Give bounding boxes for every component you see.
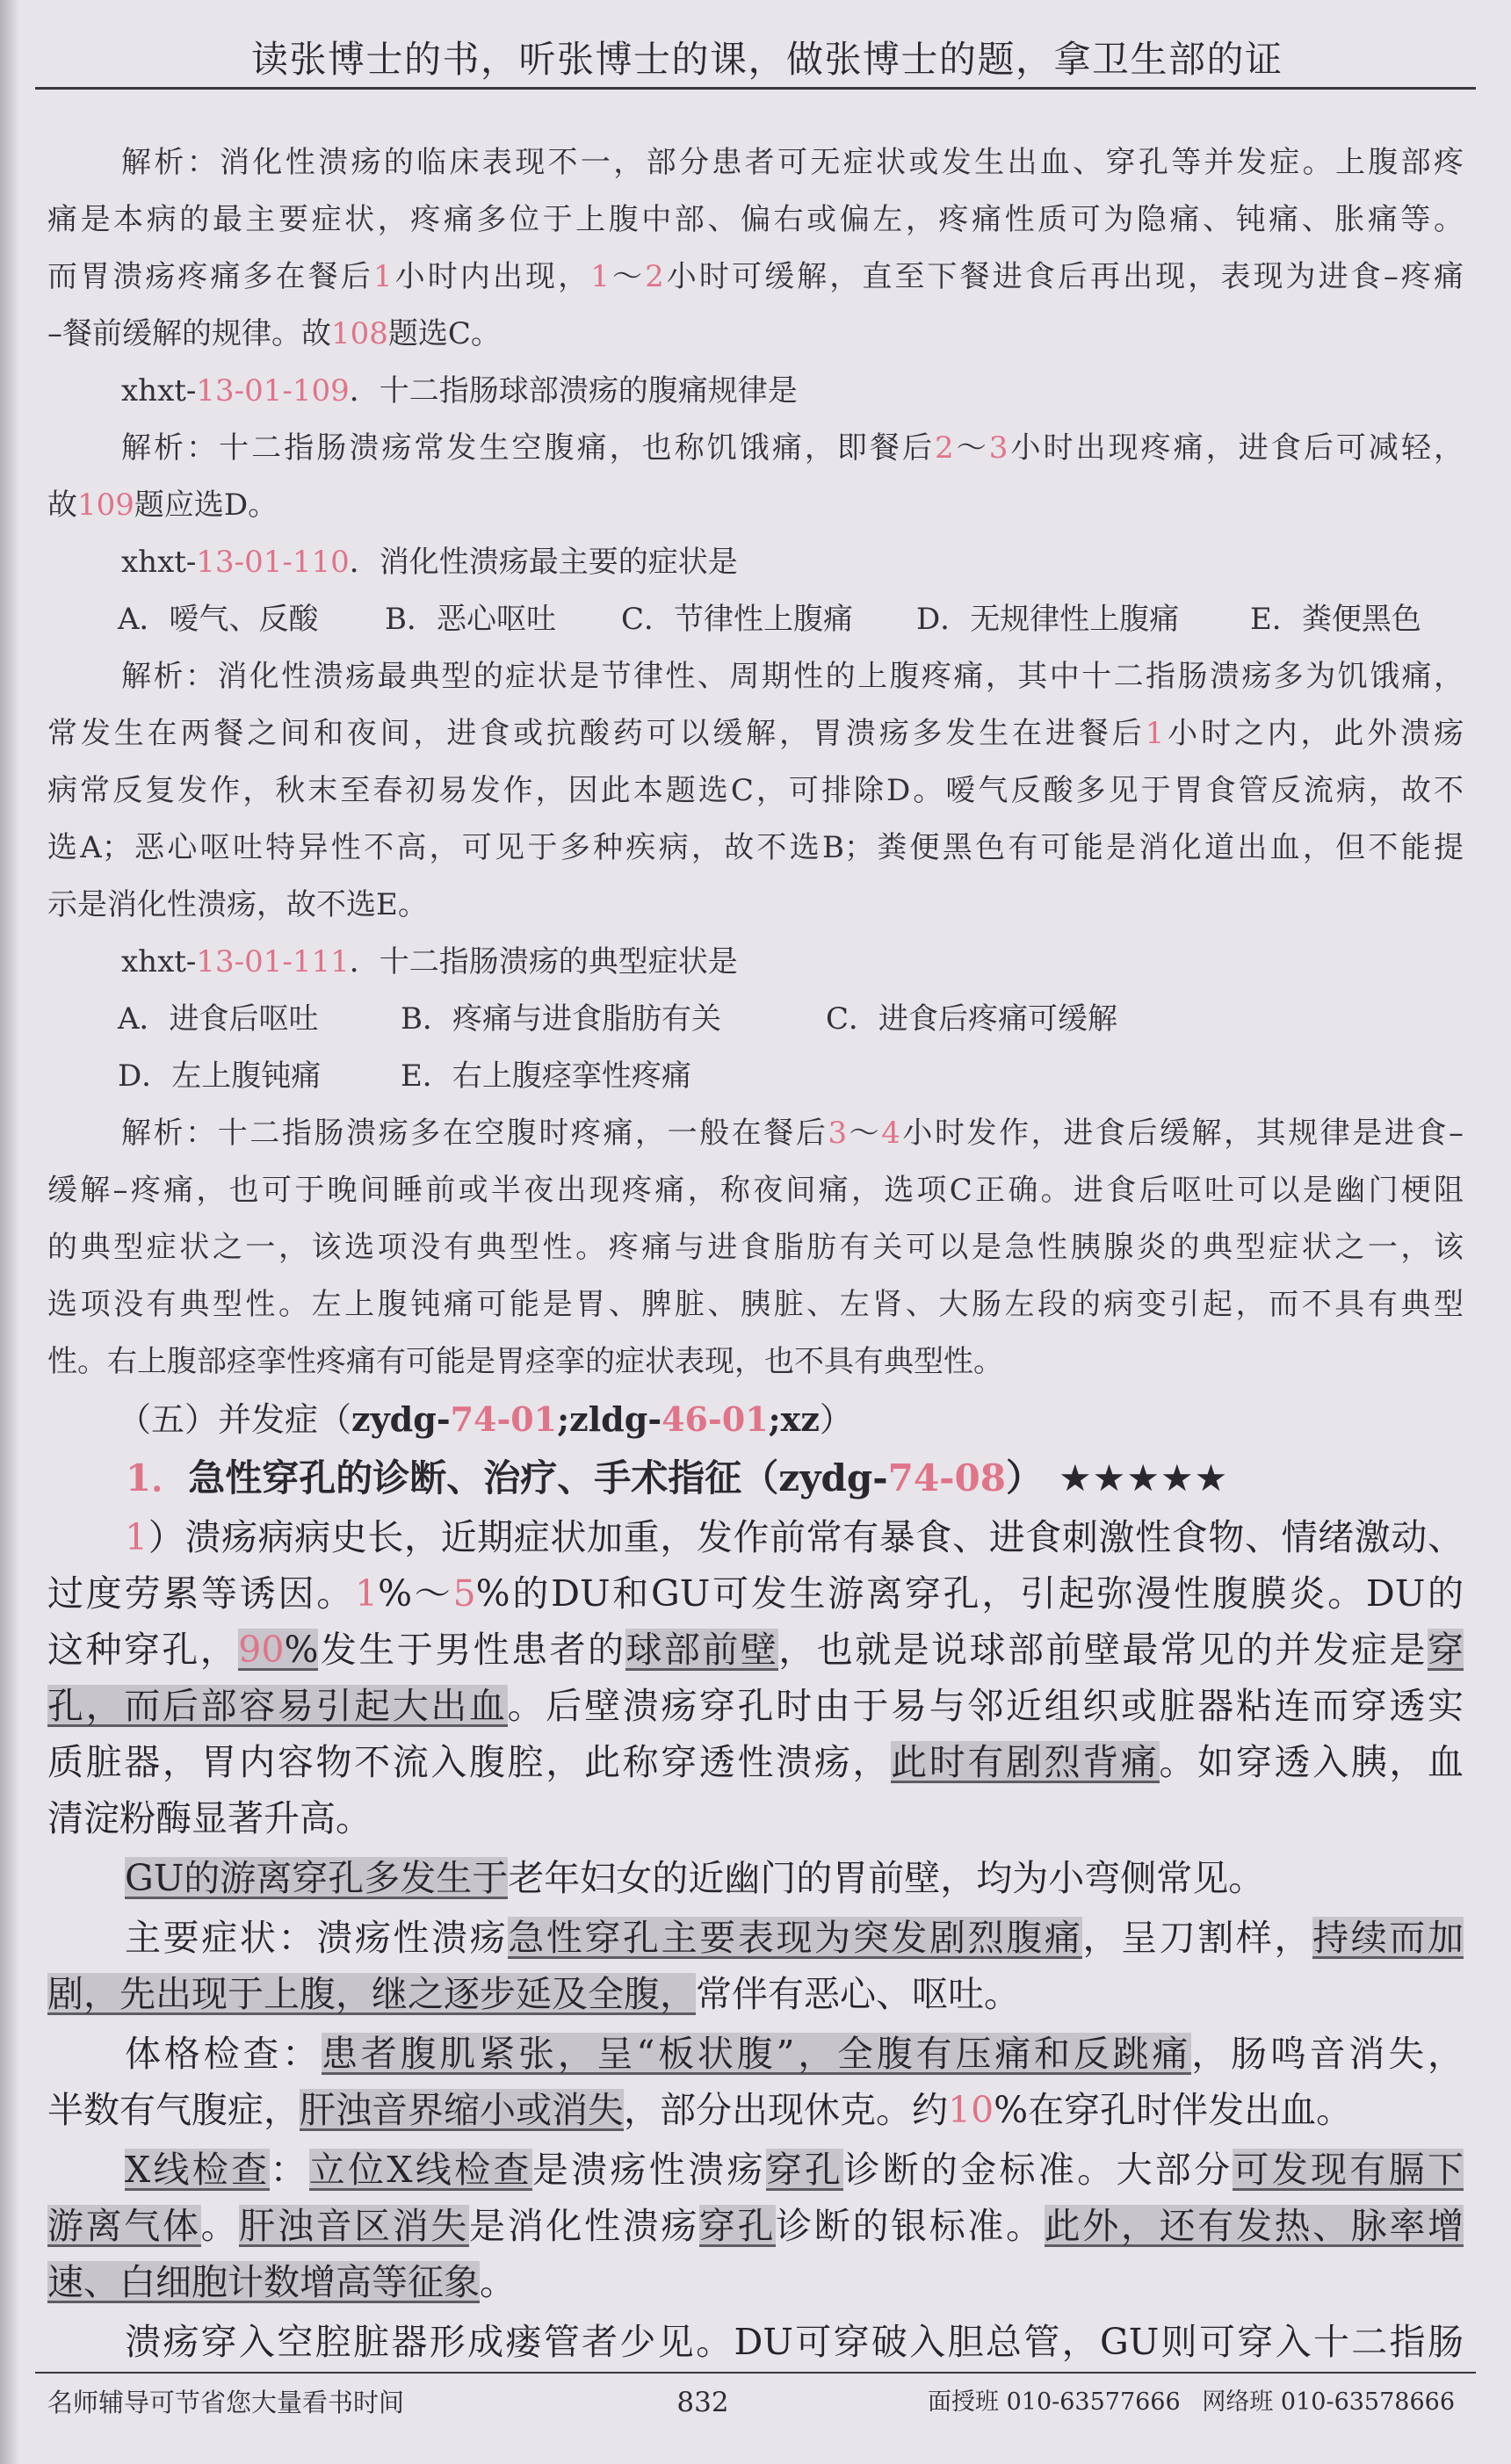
text-line — [47, 1850, 1464, 1906]
text-line — [47, 1910, 1464, 1966]
text-line — [47, 1565, 1464, 1622]
option-c: C．节律性上腹痛 — [621, 602, 854, 637]
question-109-stem — [47, 363, 1464, 420]
text-line — [47, 2198, 1464, 2254]
main-symptoms-paragraph — [47, 1910, 1464, 2022]
text-segment: ．十二指肠球部溃疡的腹痛规律是 — [349, 373, 798, 408]
text-line — [47, 1219, 1464, 1276]
text-segment: 可发现有膈下 — [1233, 2149, 1464, 2191]
text-segment: 。后壁溃疡穿孔时由于易与邻近组织或脏器粘连而穿透实 — [507, 1685, 1464, 1727]
question-110-options — [47, 591, 1464, 648]
text-line — [47, 1678, 1464, 1734]
text-segment: 小时发作，进食后缓解，其规律是进食– — [900, 1116, 1464, 1151]
footer-rule — [35, 2372, 1476, 2374]
contact-onsite-class: 面授班 010-63577666 — [928, 2388, 1181, 2416]
option-a: A．进食后呕吐 — [118, 1001, 319, 1037]
xray-exam-paragraph — [47, 2142, 1464, 2310]
text-line — [47, 762, 1464, 820]
text-line — [47, 2082, 1464, 2138]
text-line — [47, 1966, 1464, 2022]
text-segment: ，部分出现休克。约 — [624, 2089, 948, 2131]
text-segment: 10 — [948, 2089, 994, 2131]
text-line — [47, 1734, 1464, 1790]
text-segment: 速、白细胞计数增高等征象 — [47, 2261, 480, 2303]
text-segment: 病常反复发作，秋末至春初易发作，因此本题选C，可排除D。嗳气反酸多见于胃食管反流病，故不 — [47, 773, 1464, 808]
text-segment: 1． — [126, 1456, 189, 1499]
text-segment: 小时出现疼痛，进食后可减轻， — [1008, 430, 1464, 466]
page-body — [47, 134, 1464, 2370]
text-line — [47, 877, 1464, 934]
text-segment: 肝浊音区消失 — [239, 2205, 470, 2247]
text-segment: 109 — [77, 488, 134, 523]
text-segment: ，呈刀割样， — [1082, 1917, 1313, 1959]
text-segment: 穿 — [1428, 1629, 1464, 1671]
text-segment: ～ — [609, 259, 646, 294]
text-line — [47, 534, 1464, 591]
text-segment: ） — [1006, 1456, 1044, 1499]
footer-slogan: 名师辅导可节省您大量看书时间 — [47, 2388, 405, 2417]
text-segment: 13-01-110 — [196, 545, 350, 580]
text-segment: 老年妇女的近幽门的胃前壁，均为小弯侧常见。 — [508, 1857, 1265, 1899]
text-segment: ．消化性溃疡最主要的症状是 — [349, 545, 738, 580]
text-segment: 游离气体 — [47, 2205, 201, 2247]
text-segment: X线检查 — [125, 2149, 271, 2191]
running-header: 读张博士的书，听张博士的课，做张博士的题，拿卫生部的证 — [251, 38, 1282, 81]
text-segment: 体格检查： — [125, 2033, 322, 2075]
text-line — [47, 2314, 1464, 2370]
text-segment: 穿孔 — [698, 2205, 777, 2247]
text-segment: 74-01 — [450, 1399, 558, 1439]
text-segment: ～ — [847, 1116, 882, 1151]
text-segment: 小时之内，此外溃疡 — [1164, 716, 1464, 751]
text-segment: 性。右上腹部痉挛性疼痛有可能是胃痉挛的症状表现，也不具有典型性。 — [47, 1344, 1003, 1379]
text-line — [47, 934, 1464, 991]
text-line — [47, 249, 1464, 306]
subsection-heading-perforation — [47, 1448, 1464, 1509]
scan-shadow — [0, 0, 19, 2464]
text-line — [47, 705, 1464, 762]
text-segment: 溃疡穿入空腔脏器形成瘘管者少见。DU可穿破入胆总管，GU则可穿入十二指肠 — [125, 2321, 1464, 2363]
text-segment: GU的游离穿孔多发生于 — [125, 1857, 509, 1899]
text-segment: 的典型症状之一，该选项没有典型性。疼痛与进食脂肪有关可以是急性胰腺炎的典型症状之一，该 — [47, 1230, 1464, 1265]
text-segment: 半数有气腹症， — [47, 2089, 300, 2131]
text-line — [47, 2026, 1464, 2082]
text-segment: 持续而加 — [1312, 1917, 1464, 1959]
text-segment: 小时内出现， — [392, 259, 591, 294]
option-c: C．进食后疼痛可缓解 — [826, 1001, 1118, 1037]
text-segment: 是溃疡性溃疡 — [531, 2149, 766, 2191]
text-segment: 74-08 — [887, 1456, 1006, 1499]
physical-exam-paragraph — [47, 2026, 1464, 2138]
gu-perforation-paragraph — [47, 1850, 1464, 1906]
text-segment: 选A；恶心呕吐特异性不高，可见于多种疾病，故不选B；粪便黑色有可能是消化道出血，但不能提 — [47, 830, 1464, 865]
text-segment: 题选C。 — [387, 316, 501, 351]
text-segment: 选项没有典型性。左上腹钝痛可能是胃、脾脏、胰脏、左肾、大肠左段的病变引起，而不具有典型 — [47, 1287, 1464, 1322]
option-d: D．左上腹钝痛 — [118, 1059, 322, 1094]
text-segment: ： — [270, 2149, 309, 2191]
text-segment: 1 — [372, 259, 393, 294]
text-segment: ;xz — [768, 1399, 820, 1439]
question-109-analysis — [47, 420, 1464, 534]
text-segment: 诊断的银标准。 — [776, 2205, 1045, 2247]
text-segment: 急性穿孔的诊断、治疗、手术指征（ — [188, 1456, 779, 1499]
text-segment: 急性穿孔主要表现为突发剧烈腹痛 — [508, 1917, 1083, 1959]
text-segment: ～ — [953, 430, 989, 466]
option-e: E．粪便黑色 — [1250, 602, 1421, 637]
text-line — [47, 134, 1464, 191]
text-segment: 发生于男性患者的 — [318, 1629, 626, 1671]
text-segment: ;zldg- — [557, 1399, 662, 1439]
text-line — [47, 2254, 1464, 2310]
importance-stars: ★★★★★ — [1059, 1456, 1229, 1499]
question-111-analysis — [47, 1105, 1464, 1391]
text-segment: 患者腹肌紧张，呈“板状腹”，全腹有压痛和反跳痛 — [321, 2033, 1192, 2075]
text-segment: 解析：消化性溃疡的临床表现不一，部分患者可无症状或发生出血、穿孔等并发症。上腹部疼 — [121, 145, 1464, 180]
text-segment: 。 — [480, 2261, 516, 2303]
subsection-title — [47, 1448, 1043, 1509]
text-segment: 此时有剧烈背痛 — [891, 1741, 1160, 1783]
text-segment: 过度劳累等诱因。 — [47, 1572, 355, 1615]
text-line — [47, 1622, 1464, 1678]
section-heading-complications — [47, 1391, 1464, 1448]
text-segment: 1 — [125, 1516, 148, 1558]
text-segment: 108 — [331, 316, 388, 351]
text-segment: 此外，还有发热、脉率增 — [1044, 2205, 1464, 2247]
text-segment: 是消化性溃疡 — [469, 2205, 699, 2247]
question-110-stem — [47, 534, 1464, 591]
text-segment: 清淀粉酶显著升高。 — [47, 1797, 372, 1839]
option-a: A．嗳气、反酸 — [118, 602, 319, 637]
text-segment: 小时可缓解，直至下餐进食后再出现，表现为进食–疼痛 — [663, 259, 1464, 294]
text-segment: 解析：十二指肠溃疡多在空腹时疼痛，一般在餐后 — [121, 1116, 828, 1151]
question-110-analysis — [47, 648, 1464, 934]
text-segment: 1 — [1145, 716, 1165, 751]
text-line — [47, 477, 1464, 534]
text-segment: –餐前缓解的规律。故 — [47, 316, 331, 351]
text-segment: xhxt- — [121, 373, 197, 408]
text-segment: 1 — [355, 1572, 379, 1615]
question-108-analysis — [47, 134, 1464, 363]
text-segment: 。 — [200, 2205, 240, 2247]
option-e: E．右上腹痉挛性疼痛 — [401, 1059, 691, 1094]
text-segment: 质脏器，胃内容物不流入腹腔，此称穿透性溃疡， — [47, 1741, 892, 1783]
text-segment: ） — [819, 1400, 853, 1439]
text-segment: 示是消化性溃疡，故不选E。 — [47, 887, 428, 922]
text-segment: 痛是本病的最主要症状，疼痛多位于上腹中部、偏右或偏左，疼痛性质可为隐痛、钝痛、胀痛等。 — [47, 202, 1464, 237]
header-rule — [35, 87, 1476, 90]
contact-online-class: 网络班 010-63578666 — [1202, 2388, 1455, 2416]
text-line — [47, 820, 1464, 877]
text-segment: 4 — [881, 1116, 900, 1151]
text-segment: 肝浊音界缩小或消失 — [300, 2089, 624, 2131]
text-line — [47, 1391, 1464, 1448]
text-line — [47, 1105, 1464, 1162]
text-segment: xhxt- — [121, 545, 197, 580]
fistula-paragraph — [47, 2314, 1464, 2370]
text-segment: 主要症状：溃疡性溃疡 — [125, 1917, 509, 1959]
text-segment: ）溃疡病病史长，近期症状加重，发作前常有暴食、进食刺激性食物、情绪激动、 — [148, 1516, 1464, 1558]
text-segment: 穿孔 — [765, 2149, 844, 2191]
text-segment: xhxt- — [121, 944, 197, 979]
text-segment: % — [284, 1629, 319, 1671]
text-segment: 缓解–疼痛，也可于晚间睡前或半夜出现疼痛，称夜间痛，选项C正确。进食后呕吐可以是幽门梗阻 — [47, 1173, 1464, 1208]
text-segment: 解析：十二指肠溃疡常发生空腹痛，也称饥饿痛，即餐后 — [121, 430, 936, 466]
text-segment: 立位X线检查 — [308, 2149, 532, 2191]
text-line — [47, 1790, 1464, 1846]
text-segment: 解析：消化性溃疡最典型的症状是节律性、周期性的上腹疼痛，其中十二指肠溃疡多为饥饿痛， — [121, 659, 1464, 694]
text-segment: 5 — [452, 1572, 476, 1615]
text-segment: %在穿孔时伴发出血。 — [994, 2089, 1353, 2131]
text-segment: 这种穿孔， — [47, 1629, 239, 1671]
text-line — [47, 363, 1464, 420]
option-b: B．疼痛与进食脂肪有关 — [401, 1001, 721, 1037]
text-segment: 3 — [988, 430, 1009, 466]
text-segment: zydg- — [778, 1456, 888, 1499]
text-segment: 13-01-111 — [196, 944, 350, 979]
text-segment: 13-01-109 — [196, 373, 350, 408]
footer-contacts — [928, 2384, 1455, 2421]
page-number: 832 — [676, 2387, 729, 2418]
text-line — [47, 420, 1464, 477]
text-segment: 90 — [238, 1629, 285, 1671]
option-d: D．无规律性上腹痛 — [916, 602, 1180, 637]
text-line — [47, 1448, 1043, 1509]
text-segment: ．十二指肠溃疡的典型症状是 — [349, 944, 738, 979]
text-segment: 常伴有恶心、呕吐。 — [696, 1973, 1020, 2015]
text-line — [47, 306, 1464, 363]
text-line — [47, 1509, 1464, 1565]
text-segment: 题应选D。 — [134, 488, 278, 523]
text-line — [47, 1162, 1464, 1219]
text-segment: ，也就是说球部前壁最常见的并发症是 — [778, 1629, 1428, 1671]
text-line — [47, 648, 1464, 705]
text-segment: 常发生在两餐之间和夜间，进食或抗酸药可以缓解，胃溃疡多发生在进餐后 — [47, 716, 1146, 751]
option-b: B．恶心呕吐 — [385, 602, 556, 637]
text-segment: zydg- — [351, 1399, 451, 1439]
text-segment: 球部前壁 — [625, 1629, 779, 1671]
text-segment: 故 — [47, 488, 77, 523]
text-segment: 3 — [828, 1116, 848, 1151]
text-segment: 而胃溃疡疼痛多在餐后 — [47, 259, 373, 294]
text-segment: 。如穿透入胰，血 — [1159, 1741, 1464, 1783]
perforation-history-paragraph — [47, 1509, 1464, 1846]
text-segment: %的DU和GU可发生游离穿孔，引起弥漫性腹膜炎。DU的 — [475, 1572, 1464, 1615]
text-segment: %～ — [378, 1572, 453, 1615]
text-segment: 46-01 — [662, 1399, 769, 1439]
text-segment: 2 — [935, 430, 954, 466]
text-line — [47, 191, 1464, 249]
text-segment: 孔，而后部容易引起大出血 — [47, 1685, 508, 1727]
text-segment: 1 — [590, 259, 610, 294]
text-segment: ，肠鸣音消失， — [1191, 2033, 1464, 2075]
text-segment: 剧，先出现于上腹，继之逐步延及全腹， — [47, 1973, 696, 2015]
text-line — [47, 1333, 1464, 1391]
text-segment: 2 — [645, 259, 664, 294]
text-line — [47, 2142, 1464, 2198]
question-111-options — [47, 991, 1464, 1105]
question-111-stem — [47, 934, 1464, 991]
text-line — [47, 1276, 1464, 1333]
text-segment: （五）并发症（ — [118, 1400, 352, 1439]
text-segment: 诊断的金标准。大部分 — [843, 2149, 1233, 2191]
